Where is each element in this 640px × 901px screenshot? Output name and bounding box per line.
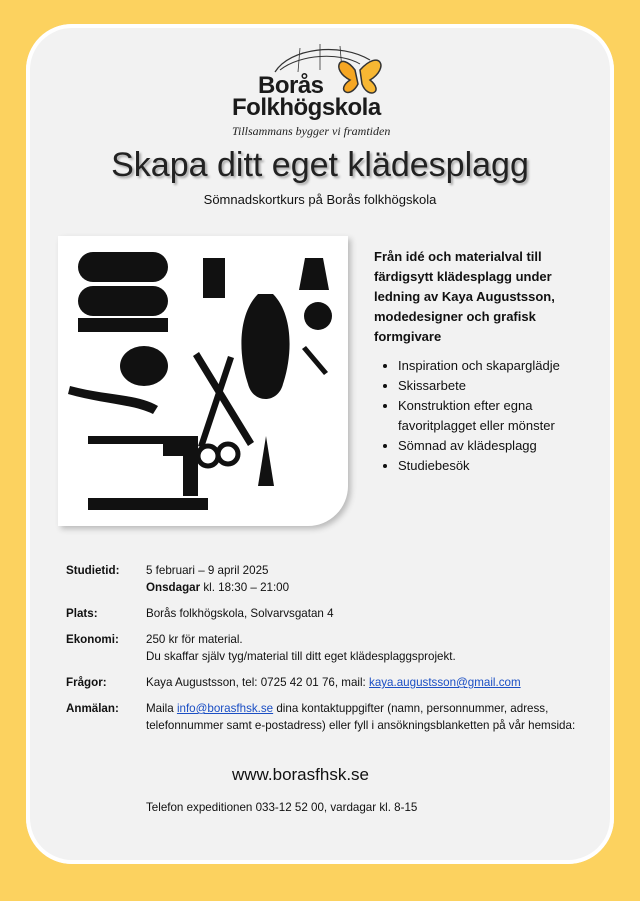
info-row-fragor xyxy=(66,674,586,691)
study-time: kl. 18:30 – 21:00 xyxy=(200,581,290,594)
thimble-icon xyxy=(299,258,329,290)
logo-text-line1: Borås xyxy=(258,72,324,99)
signup-text: dina kontaktuppgifter (namn, personnummer, adress, telefonnummer samt e-postadress) eller fyll i ansökningsblanketten på vår hemsida: xyxy=(146,702,576,732)
info-label: Anmälan: xyxy=(66,702,119,715)
info-label: Plats: xyxy=(66,607,98,620)
list-item: • Skissarbete xyxy=(398,376,608,396)
course-intro: Från idé och materialval till färdigsytt klädesplagg under ledning av Kaya Augustsson, modedesigner och grafisk formgivare xyxy=(374,249,555,344)
info-label: Frågor: xyxy=(66,676,107,689)
sewing-machine-icon xyxy=(88,436,208,510)
logo-text-line2: Folkhögskola xyxy=(232,94,381,121)
safety-pin-icon xyxy=(302,346,328,375)
measuring-tape-icon xyxy=(68,386,158,414)
button-icon xyxy=(304,302,332,330)
course-info xyxy=(66,562,586,743)
list-item: • Konstruktion efter egna favoritplagget eller mönster xyxy=(398,396,608,436)
butterfly-icon xyxy=(339,60,381,93)
study-day: Onsdagar xyxy=(146,581,201,594)
info-row-anmalan xyxy=(66,700,586,734)
signup-pre: Maila xyxy=(146,702,177,715)
dress-form-icon xyxy=(241,294,289,486)
info-row-ekonomi xyxy=(66,631,586,665)
study-dates: 5 februari – 9 april 2025 xyxy=(146,564,269,577)
info-row-studietid xyxy=(66,562,586,596)
sewing-illustration xyxy=(58,236,348,526)
pincushion-icon xyxy=(120,346,168,386)
place-value: Borås folkhögskola, Solvarvsgatan 4 xyxy=(146,607,334,620)
info-label: Studietid: xyxy=(66,564,120,577)
signup-email-link[interactable]: info@borasfhsk.se xyxy=(176,702,274,715)
info-row-plats xyxy=(66,605,586,622)
fabric-rolls-icon xyxy=(78,252,168,332)
list-item: • Sömnad av klädesplagg xyxy=(398,436,608,456)
list-item: • Inspiration och skaparglädje xyxy=(398,356,608,376)
info-label: Ekonomi: xyxy=(66,633,119,646)
course-contents-list xyxy=(376,356,608,476)
material-note: Du skaffar själv tyg/material till ditt eget klädesplaggsprojekt. xyxy=(146,650,456,663)
contact-email-link[interactable]: kaya.augustsson@gmail.com xyxy=(369,676,521,689)
contact-text: Kaya Augustsson, tel: 0725 42 01 76, mail: xyxy=(146,676,370,689)
thread-spool-icon xyxy=(203,258,225,298)
logo-tagline: Tillsammans bygger vi framtiden xyxy=(232,124,391,138)
office-phone: Telefon expeditionen 033-12 52 00, vardagar kl. 8-15 xyxy=(146,801,418,814)
cost-line: 250 kr för material. xyxy=(146,633,243,646)
website-link[interactable]: www.borasfhsk.se xyxy=(232,765,369,784)
page-subtitle: Sömnadskortkurs på Borås folkhögskola xyxy=(203,192,437,207)
list-item: • Studiebesök xyxy=(398,456,608,476)
page-title: Skapa ditt eget klädesplagg xyxy=(111,146,529,184)
